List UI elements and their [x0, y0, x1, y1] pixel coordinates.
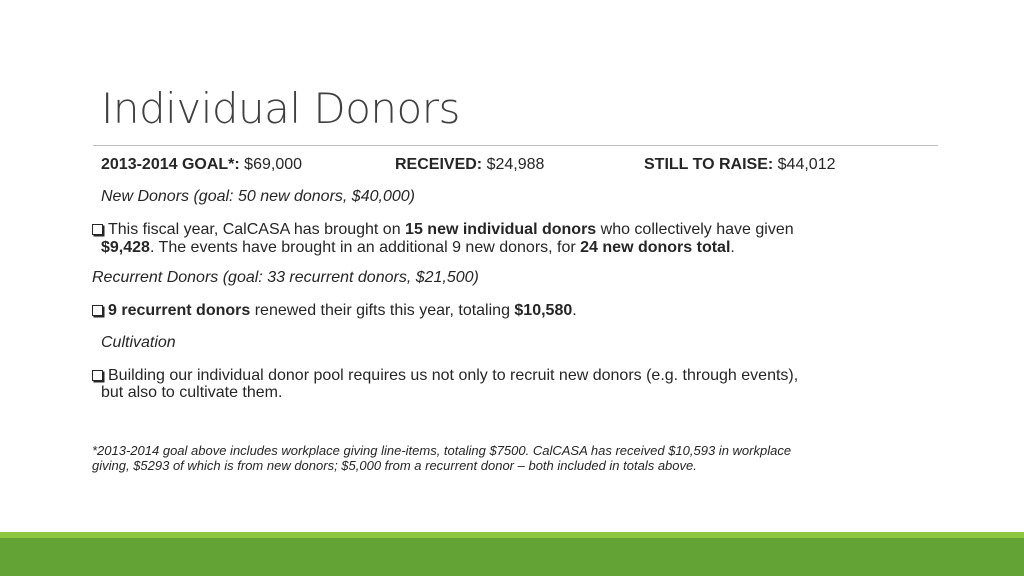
still-to-raise-item [644, 156, 835, 174]
cultivation-heading: Cultivation [101, 334, 176, 351]
text-run: . [730, 239, 735, 256]
still-to-raise-label: STILL TO RAISE: [644, 156, 774, 173]
cultivation-paragraph-line2: but also to cultivate them. [101, 384, 283, 401]
text-run-bold: 15 new individual donors [405, 221, 597, 238]
text-run-bold: 24 new donors total [580, 239, 731, 256]
title-divider [93, 145, 938, 146]
new-donors-paragraph-line1 [92, 220, 794, 239]
text-run: . The events have brought in an additional 9 new donors, for [149, 239, 581, 256]
new-donors-paragraph-line2 [101, 238, 735, 257]
text-run: This fiscal year, CalCASA has brought on [108, 221, 406, 238]
slide-title: Individual Donors [101, 84, 460, 133]
text-run-bold: $10,580 [514, 302, 573, 319]
goal-item [101, 156, 302, 174]
footnote [92, 443, 937, 473]
footnote-line: giving, $5293 of which is from new donors; $5,000 from a recurrent donor – both included in totals above. [92, 458, 697, 473]
new-donors-heading: New Donors (goal: 50 new donors, $40,000) [101, 188, 415, 205]
received-item [395, 156, 544, 174]
text-run-bold: $9,428 [101, 239, 150, 256]
text-run: Building our individual donor pool requires us not only to recruit new donors (e.g. through events), [108, 367, 799, 384]
footnote-line: *2013-2014 goal above includes workplace giving line-items, totaling $7500. CalCASA has received $10,593 in workplace [92, 443, 792, 458]
goal-label: 2013-2014 GOAL*: [101, 156, 240, 173]
footer-band [0, 538, 1024, 576]
received-label: RECEIVED: [395, 156, 483, 173]
still-to-raise-value: $44,012 [773, 156, 836, 173]
recurrent-donors-heading: Recurrent Donors (goal: 33 recurrent donors, $21,500) [92, 269, 479, 286]
text-run-bold: 9 recurrent donors [108, 302, 251, 319]
checkbox-bullet-icon [92, 305, 103, 316]
text-run: renewed their gifts this year, totaling [250, 302, 515, 319]
goal-value: $69,000 [239, 156, 303, 173]
received-value: $24,988 [482, 156, 545, 173]
text-run: who collectively have given [596, 221, 794, 238]
text-run: . [572, 302, 577, 319]
recurrent-donors-paragraph [92, 301, 577, 320]
checkbox-bullet-icon [92, 370, 103, 381]
checkbox-bullet-icon [92, 224, 103, 235]
